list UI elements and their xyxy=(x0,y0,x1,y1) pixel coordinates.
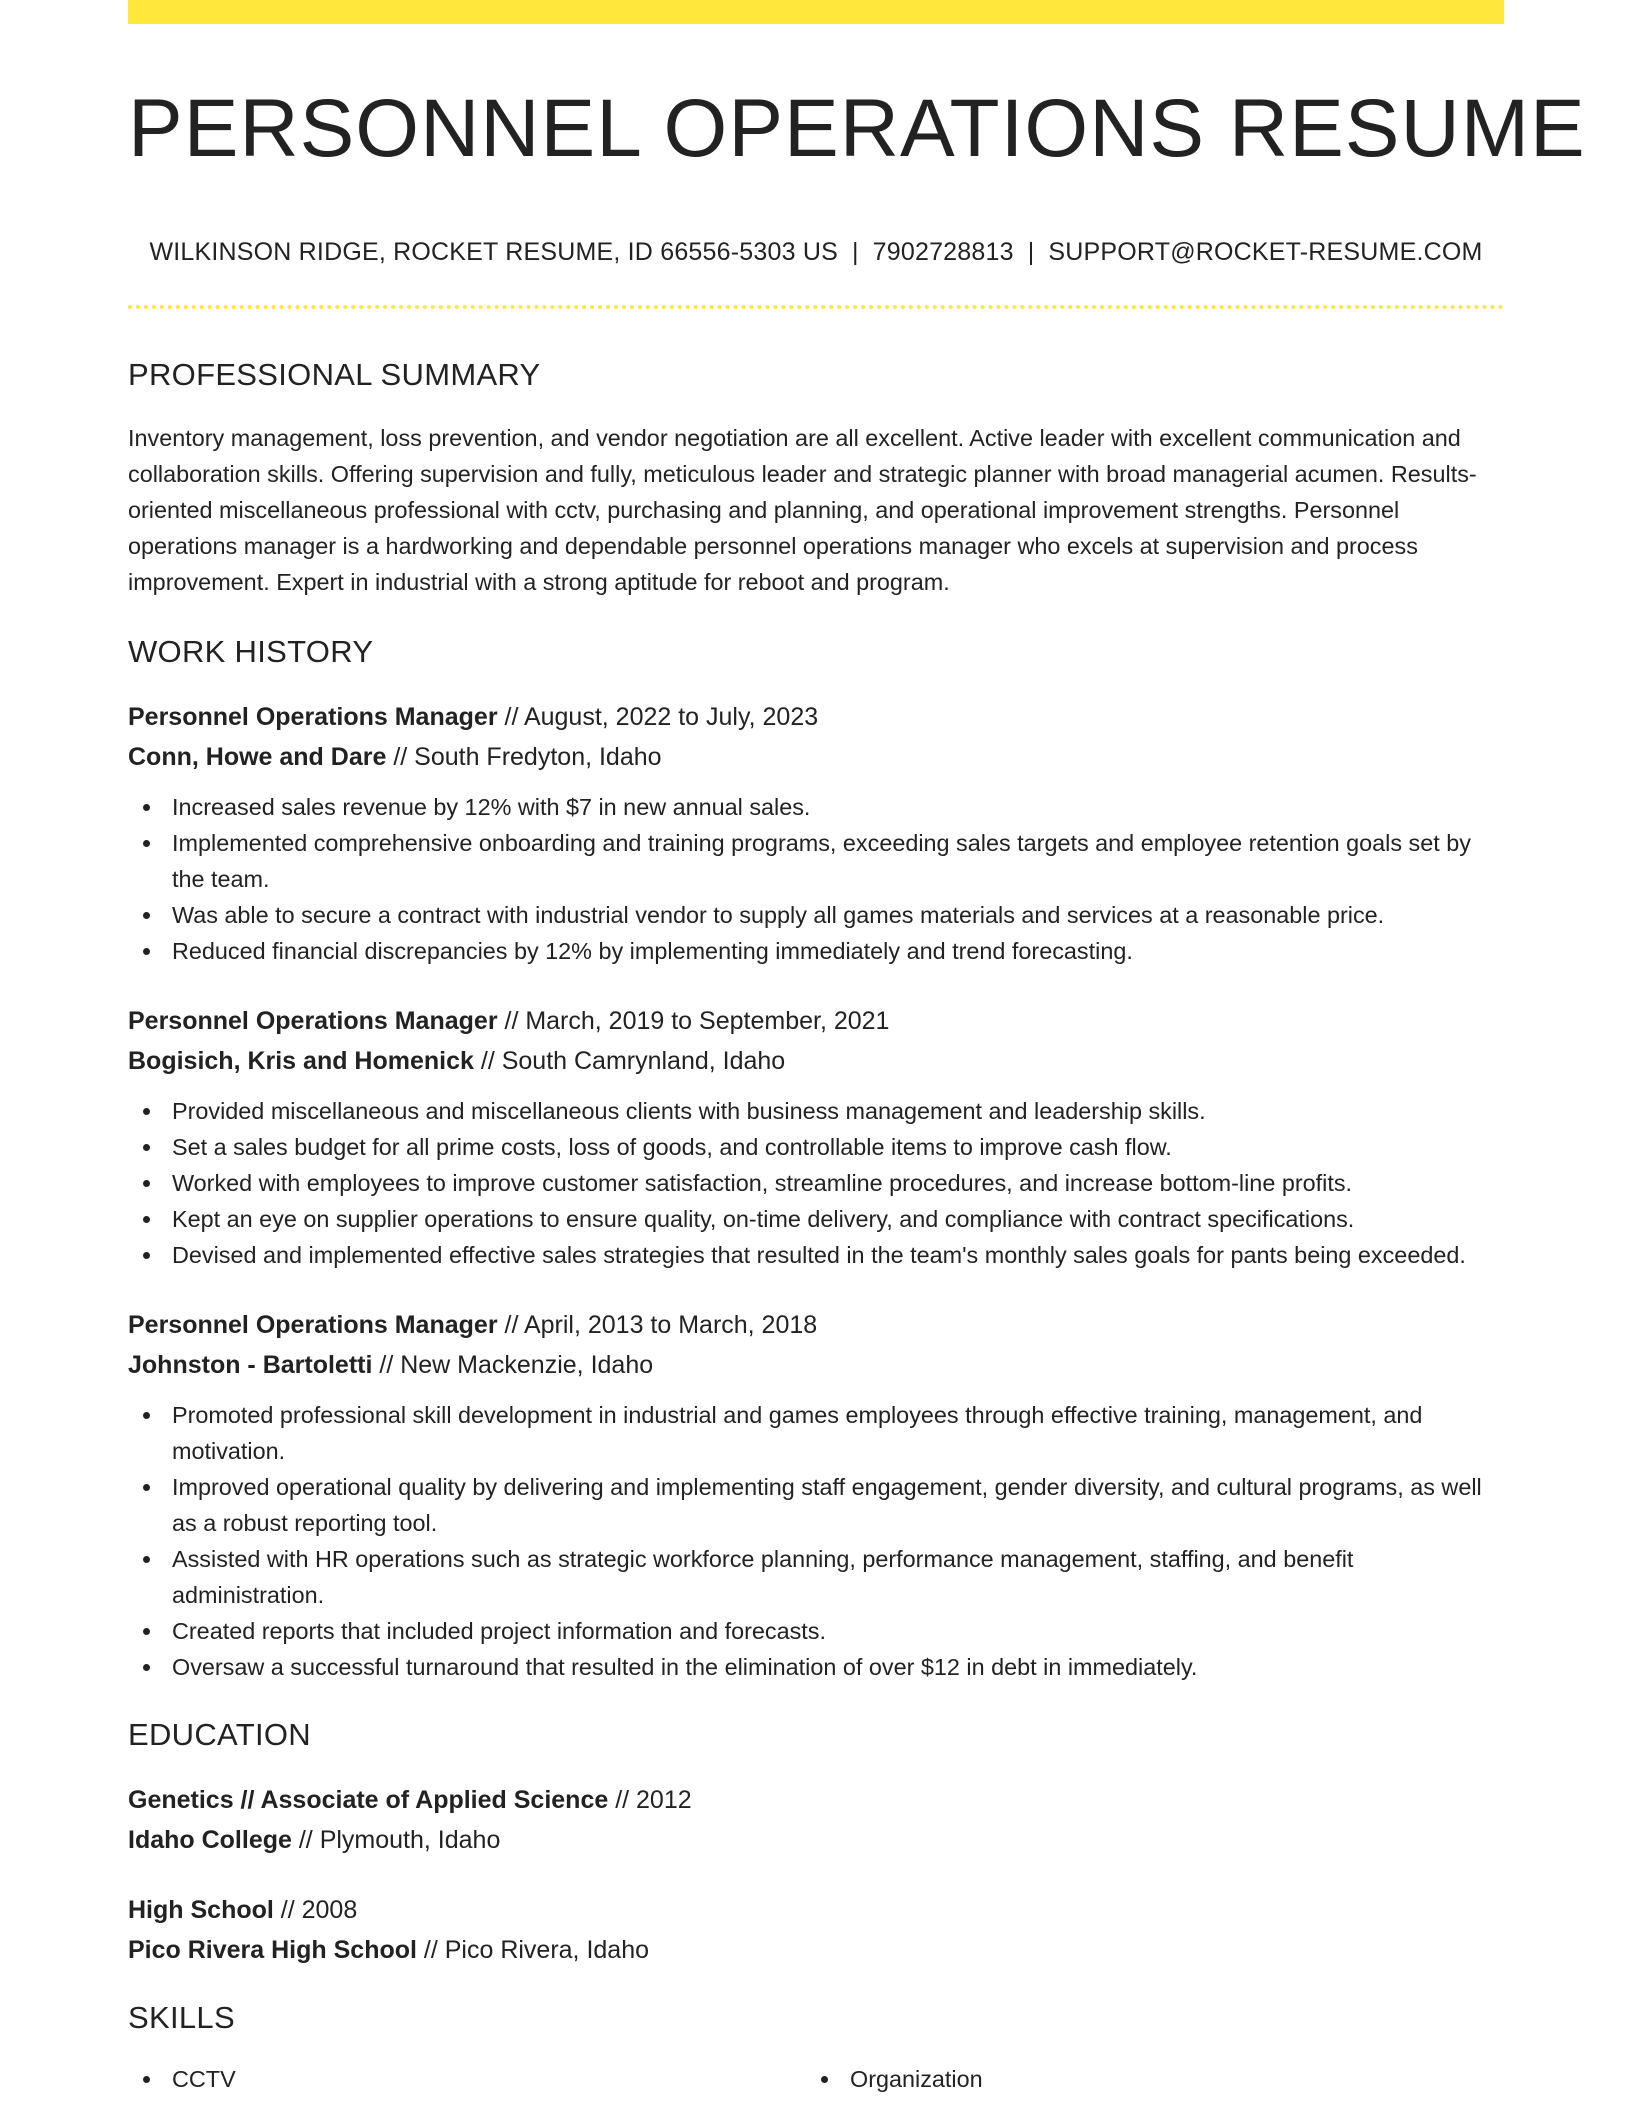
education-school: Pico Rivera High School xyxy=(128,1936,417,1964)
job-bullet: Improved operational quality by delivering and implementing staff engagement, gender diversity, and cultural programs, as well as a robust reporting tool. xyxy=(128,1469,1504,1541)
job-bullet: Kept an eye on supplier operations to ensure quality, on-time delivery, and compliance with contract specifications. xyxy=(128,1201,1504,1237)
summary-heading: PROFESSIONAL SUMMARY xyxy=(128,357,541,392)
job-entry xyxy=(128,1305,1504,1685)
job-dates: // August, 2022 to July, 2023 xyxy=(497,703,819,731)
education-entry xyxy=(128,1890,1504,1970)
job-bullet: Reduced financial discrepancies by 12% by implementing immediately and trend forecasting. xyxy=(128,933,1504,969)
education-year: // 2008 xyxy=(273,1896,358,1924)
job-entry xyxy=(128,697,1504,969)
education-degree: High School xyxy=(128,1896,274,1924)
job-location: // South Camrynland, Idaho xyxy=(473,1047,786,1075)
contact-info xyxy=(128,238,1504,267)
contact-separator: | xyxy=(1027,238,1035,266)
contact-address: WILKINSON RIDGE, ROCKET RESUME, ID 66556-5303 US xyxy=(149,238,838,266)
job-location: // South Fredyton, Idaho xyxy=(386,743,662,771)
job-bullet: Provided miscellaneous and miscellaneous clients with business management and leadership skills. xyxy=(128,1093,1504,1129)
job-bullet: Was able to secure a contract with industrial vendor to supply all games materials and services at a reasonable price. xyxy=(128,897,1504,933)
education-school-line xyxy=(128,1930,1504,1970)
accent-bar xyxy=(128,0,1504,24)
job-dates: // April, 2013 to March, 2018 xyxy=(497,1311,818,1339)
job-location: // New Mackenzie, Idaho xyxy=(372,1351,654,1379)
contact-email: SUPPORT@ROCKET-RESUME.COM xyxy=(1048,238,1483,266)
job-bullet: Promoted professional skill development in industrial and games employees through effective training, management, and motivation. xyxy=(128,1397,1504,1469)
work-history-heading: WORK HISTORY xyxy=(128,634,374,669)
job-bullet: Increased sales revenue by 12% with $7 in new annual sales. xyxy=(128,789,1504,825)
skills-heading: SKILLS xyxy=(128,2000,235,2035)
job-bullets xyxy=(128,1093,1504,1273)
education-location: // Plymouth, Idaho xyxy=(291,1826,501,1854)
education-location: // Pico Rivera, Idaho xyxy=(416,1936,650,1964)
job-title-line xyxy=(128,1305,1504,1345)
header-divider xyxy=(128,305,1504,309)
resume-title: PERSONNEL OPERATIONS RESUME xyxy=(128,83,1586,174)
education-school-line xyxy=(128,1820,1504,1860)
education-heading: EDUCATION xyxy=(128,1717,311,1752)
job-bullet: Assisted with HR operations such as strategic workforce planning, performance management, staffing, and benefit administration. xyxy=(128,1541,1504,1613)
skill-item: CCTV xyxy=(128,2061,806,2097)
job-company-line xyxy=(128,1041,1504,1081)
job-company-line xyxy=(128,1345,1504,1385)
job-bullet: Created reports that included project information and forecasts. xyxy=(128,1613,1504,1649)
contact-separator: | xyxy=(851,238,859,266)
job-bullets xyxy=(128,789,1504,969)
education-entry xyxy=(128,1780,1504,1860)
resume-page xyxy=(128,0,1586,2112)
job-title: Personnel Operations Manager xyxy=(128,703,498,731)
job-title-line xyxy=(128,697,1504,737)
education-degree: Genetics // Associate of Applied Science xyxy=(128,1786,609,1814)
skills-list xyxy=(128,2061,1504,2097)
education-year: // 2012 xyxy=(608,1786,692,1814)
job-entry xyxy=(128,1001,1504,1273)
contact-phone: 7902728813 xyxy=(872,238,1014,266)
job-dates: // March, 2019 to September, 2021 xyxy=(497,1007,890,1035)
job-bullet: Set a sales budget for all prime costs, loss of goods, and controllable items to improve cash flow. xyxy=(128,1129,1504,1165)
job-title: Personnel Operations Manager xyxy=(128,1311,498,1339)
job-bullet: Oversaw a successful turnaround that resulted in the elimination of over $12 in debt in immediately. xyxy=(128,1649,1504,1685)
job-company: Johnston - Bartoletti xyxy=(128,1351,373,1379)
job-bullets xyxy=(128,1397,1504,1685)
job-bullet: Worked with employees to improve customer satisfaction, streamline procedures, and increase bottom-line profits. xyxy=(128,1165,1504,1201)
job-company-line xyxy=(128,737,1504,777)
education-degree-line xyxy=(128,1780,1504,1820)
skill-item: Organization xyxy=(806,2061,1484,2097)
job-company: Bogisich, Kris and Homenick xyxy=(128,1047,474,1075)
job-bullet: Devised and implemented effective sales strategies that resulted in the team's monthly sales goals for pants being exceeded. xyxy=(128,1237,1504,1273)
summary-text: Inventory management, loss prevention, and vendor negotiation are all excellent. Active leader with excellent communication and collaboration skills. Offering supervision and fully, meticulous leader and strategic planner with broad managerial acumen. Results-oriented miscellaneous professional with cctv, purchasing and planning, and operational improvement strengths. Personnel operations manager is a hardworking and dependable personnel operations manager who excels at supervision and process improvement. Expert in industrial with a strong aptitude for reboot and program. xyxy=(128,425,1477,595)
job-company: Conn, Howe and Dare xyxy=(128,743,387,771)
education-school: Idaho College xyxy=(128,1826,292,1854)
job-title-line xyxy=(128,1001,1504,1041)
education-degree-line xyxy=(128,1890,1504,1930)
job-title: Personnel Operations Manager xyxy=(128,1007,498,1035)
job-bullet: Implemented comprehensive onboarding and training programs, exceeding sales targets and employee retention goals set by the team. xyxy=(128,825,1504,897)
